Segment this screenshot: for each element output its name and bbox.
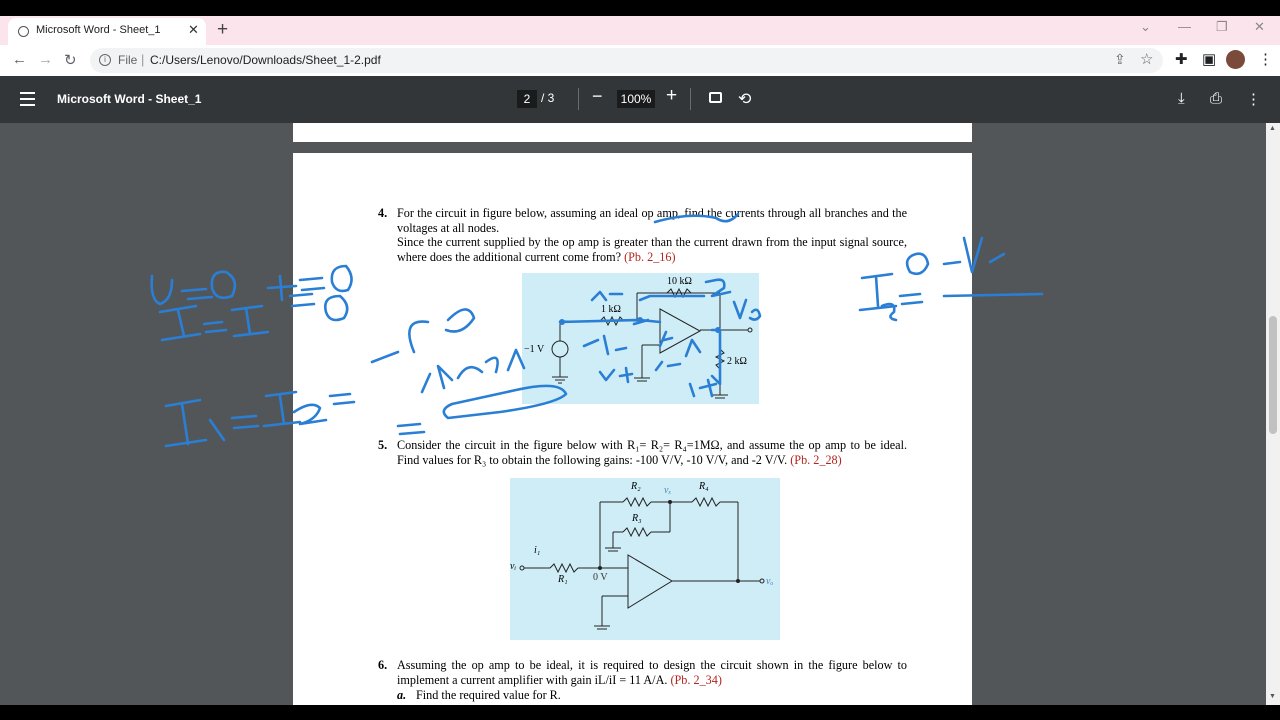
print-icon[interactable]: ⎙: [1210, 90, 1223, 107]
share-icon[interactable]: ⇪: [1114, 51, 1126, 67]
q6-text: Assuming the op amp to be ideal, it is required to design the circuit shown in the figure below to implement a current amplifier with gain iL/iI = 11 A/A.: [397, 658, 907, 687]
bookmark-star-icon[interactable]: ☆: [1140, 51, 1154, 68]
forward-icon[interactable]: →: [38, 51, 53, 68]
tab-search-icon[interactable]: ⌄: [1140, 19, 1151, 34]
tab-title: Microsoft Word - Sheet_1: [36, 24, 161, 36]
q6-sub-a-text: Find the required value for R.: [416, 688, 561, 702]
url-scheme: File: [118, 53, 138, 67]
document-title: Microsoft Word - Sheet_1: [57, 92, 202, 106]
minimize-button[interactable]: —: [1178, 19, 1191, 34]
url-separator: |: [141, 52, 145, 67]
q6-sub-a-label: a.: [397, 688, 407, 702]
rotate-icon[interactable]: ⟲: [738, 91, 752, 108]
q6-number: 6.: [378, 658, 388, 672]
scrollbar[interactable]: [1266, 123, 1280, 705]
page-total: / 3: [541, 91, 555, 105]
q4-label-source: −1 V: [524, 344, 545, 355]
fit-to-page-icon[interactable]: [709, 92, 722, 103]
zoom-in-button[interactable]: +: [666, 85, 678, 106]
q5-label-i1: i₁: [534, 545, 541, 556]
q6-ref: (Pb. 2_34): [670, 672, 722, 687]
pdf-toolbar: [0, 76, 1280, 123]
scroll-up-arrow-icon[interactable]: ▲: [1269, 125, 1276, 132]
q5-label-r2: R₂: [631, 481, 641, 492]
new-tab-button[interactable]: +: [217, 19, 229, 40]
browser-toolbar: [0, 45, 1280, 76]
browser-menu-icon[interactable]: ⋮: [1258, 51, 1273, 68]
q5-circuit-figure: [510, 478, 780, 640]
restore-button[interactable]: ❐: [1216, 19, 1228, 34]
q5-ref: (Pb. 2_28): [790, 452, 842, 467]
q5-label-r1: R₁: [558, 574, 568, 585]
address-bar[interactable]: [90, 48, 1163, 73]
side-panel-icon[interactable]: ▣: [1202, 51, 1217, 68]
q5-number: 5.: [378, 438, 388, 452]
zoom-level-input[interactable]: 100%: [617, 90, 655, 108]
menu-icon[interactable]: [20, 92, 35, 110]
top-black-bar: [0, 0, 1280, 16]
q4-text: For the circuit in figure below, assuming an ideal op amp, find the currents through all branches and the voltages at all nodes.: [397, 206, 907, 235]
reload-icon[interactable]: ↻: [64, 52, 77, 69]
q4-label-2k: 2 kΩ: [727, 356, 747, 367]
url-text[interactable]: C:/Users/Lenovo/Downloads/Sheet_1-2.pdf: [150, 53, 381, 67]
q4-label-10k: 10 kΩ: [667, 276, 692, 287]
q5-text-block: [397, 438, 907, 467]
q4-number: 4.: [378, 206, 388, 220]
q4-label-1k: 1 kΩ: [601, 304, 621, 315]
q5-label-r3: R₃: [632, 513, 642, 524]
browser-tab[interactable]: [8, 18, 206, 45]
scrollbar-thumb[interactable]: [1269, 316, 1277, 434]
q5-circuit-svg: [510, 478, 780, 640]
close-window-button[interactable]: ✕: [1254, 19, 1265, 34]
q5-label-vi: vᵢ: [510, 561, 517, 572]
scroll-down-arrow-icon[interactable]: ▼: [1269, 693, 1276, 700]
profile-avatar[interactable]: [1226, 50, 1245, 69]
more-actions-icon[interactable]: ⋮: [1246, 91, 1261, 108]
globe-icon: [18, 26, 29, 37]
download-icon[interactable]: ⤓: [1178, 90, 1185, 107]
q5-label-r4: R₄: [699, 481, 709, 492]
q5-label-vo: vₒ: [766, 576, 774, 587]
toolbar-divider: [690, 88, 691, 110]
back-icon[interactable]: ←: [12, 51, 27, 68]
q4-circuit-figure: [522, 273, 759, 404]
toolbar-divider: [578, 88, 579, 110]
bottom-black-bar: [0, 705, 1280, 720]
q4-ref: (Pb. 2_16): [624, 249, 676, 264]
q5-label-0v: 0 V: [593, 572, 608, 583]
info-icon[interactable]: i: [99, 54, 111, 66]
q5-label-vx: vₓ: [664, 485, 672, 496]
extensions-icon[interactable]: ✚: [1175, 51, 1188, 68]
q4-circuit-svg: [522, 273, 759, 404]
q4-text-2: [397, 235, 907, 264]
close-tab-icon[interactable]: ✕: [188, 22, 199, 37]
q5-text: Consider the circuit in the figure below with R₁= R₂= R₄=1MΩ, and assume the op amp to be ideal. Find values for R₃ to obtain the following gains: -100 V/V, -10 V/V, and -2 V/V.: [397, 438, 907, 467]
q4-question: Since the current supplied by the op amp is greater than the current drawn from the input signal source, where does the additional current come from?: [397, 235, 907, 264]
tab-strip: [0, 16, 1280, 45]
q6-text-block: [397, 658, 907, 687]
page-number-input[interactable]: 2: [517, 90, 537, 108]
zoom-out-button[interactable]: −: [592, 86, 603, 106]
pdf-page-1: [293, 123, 972, 142]
